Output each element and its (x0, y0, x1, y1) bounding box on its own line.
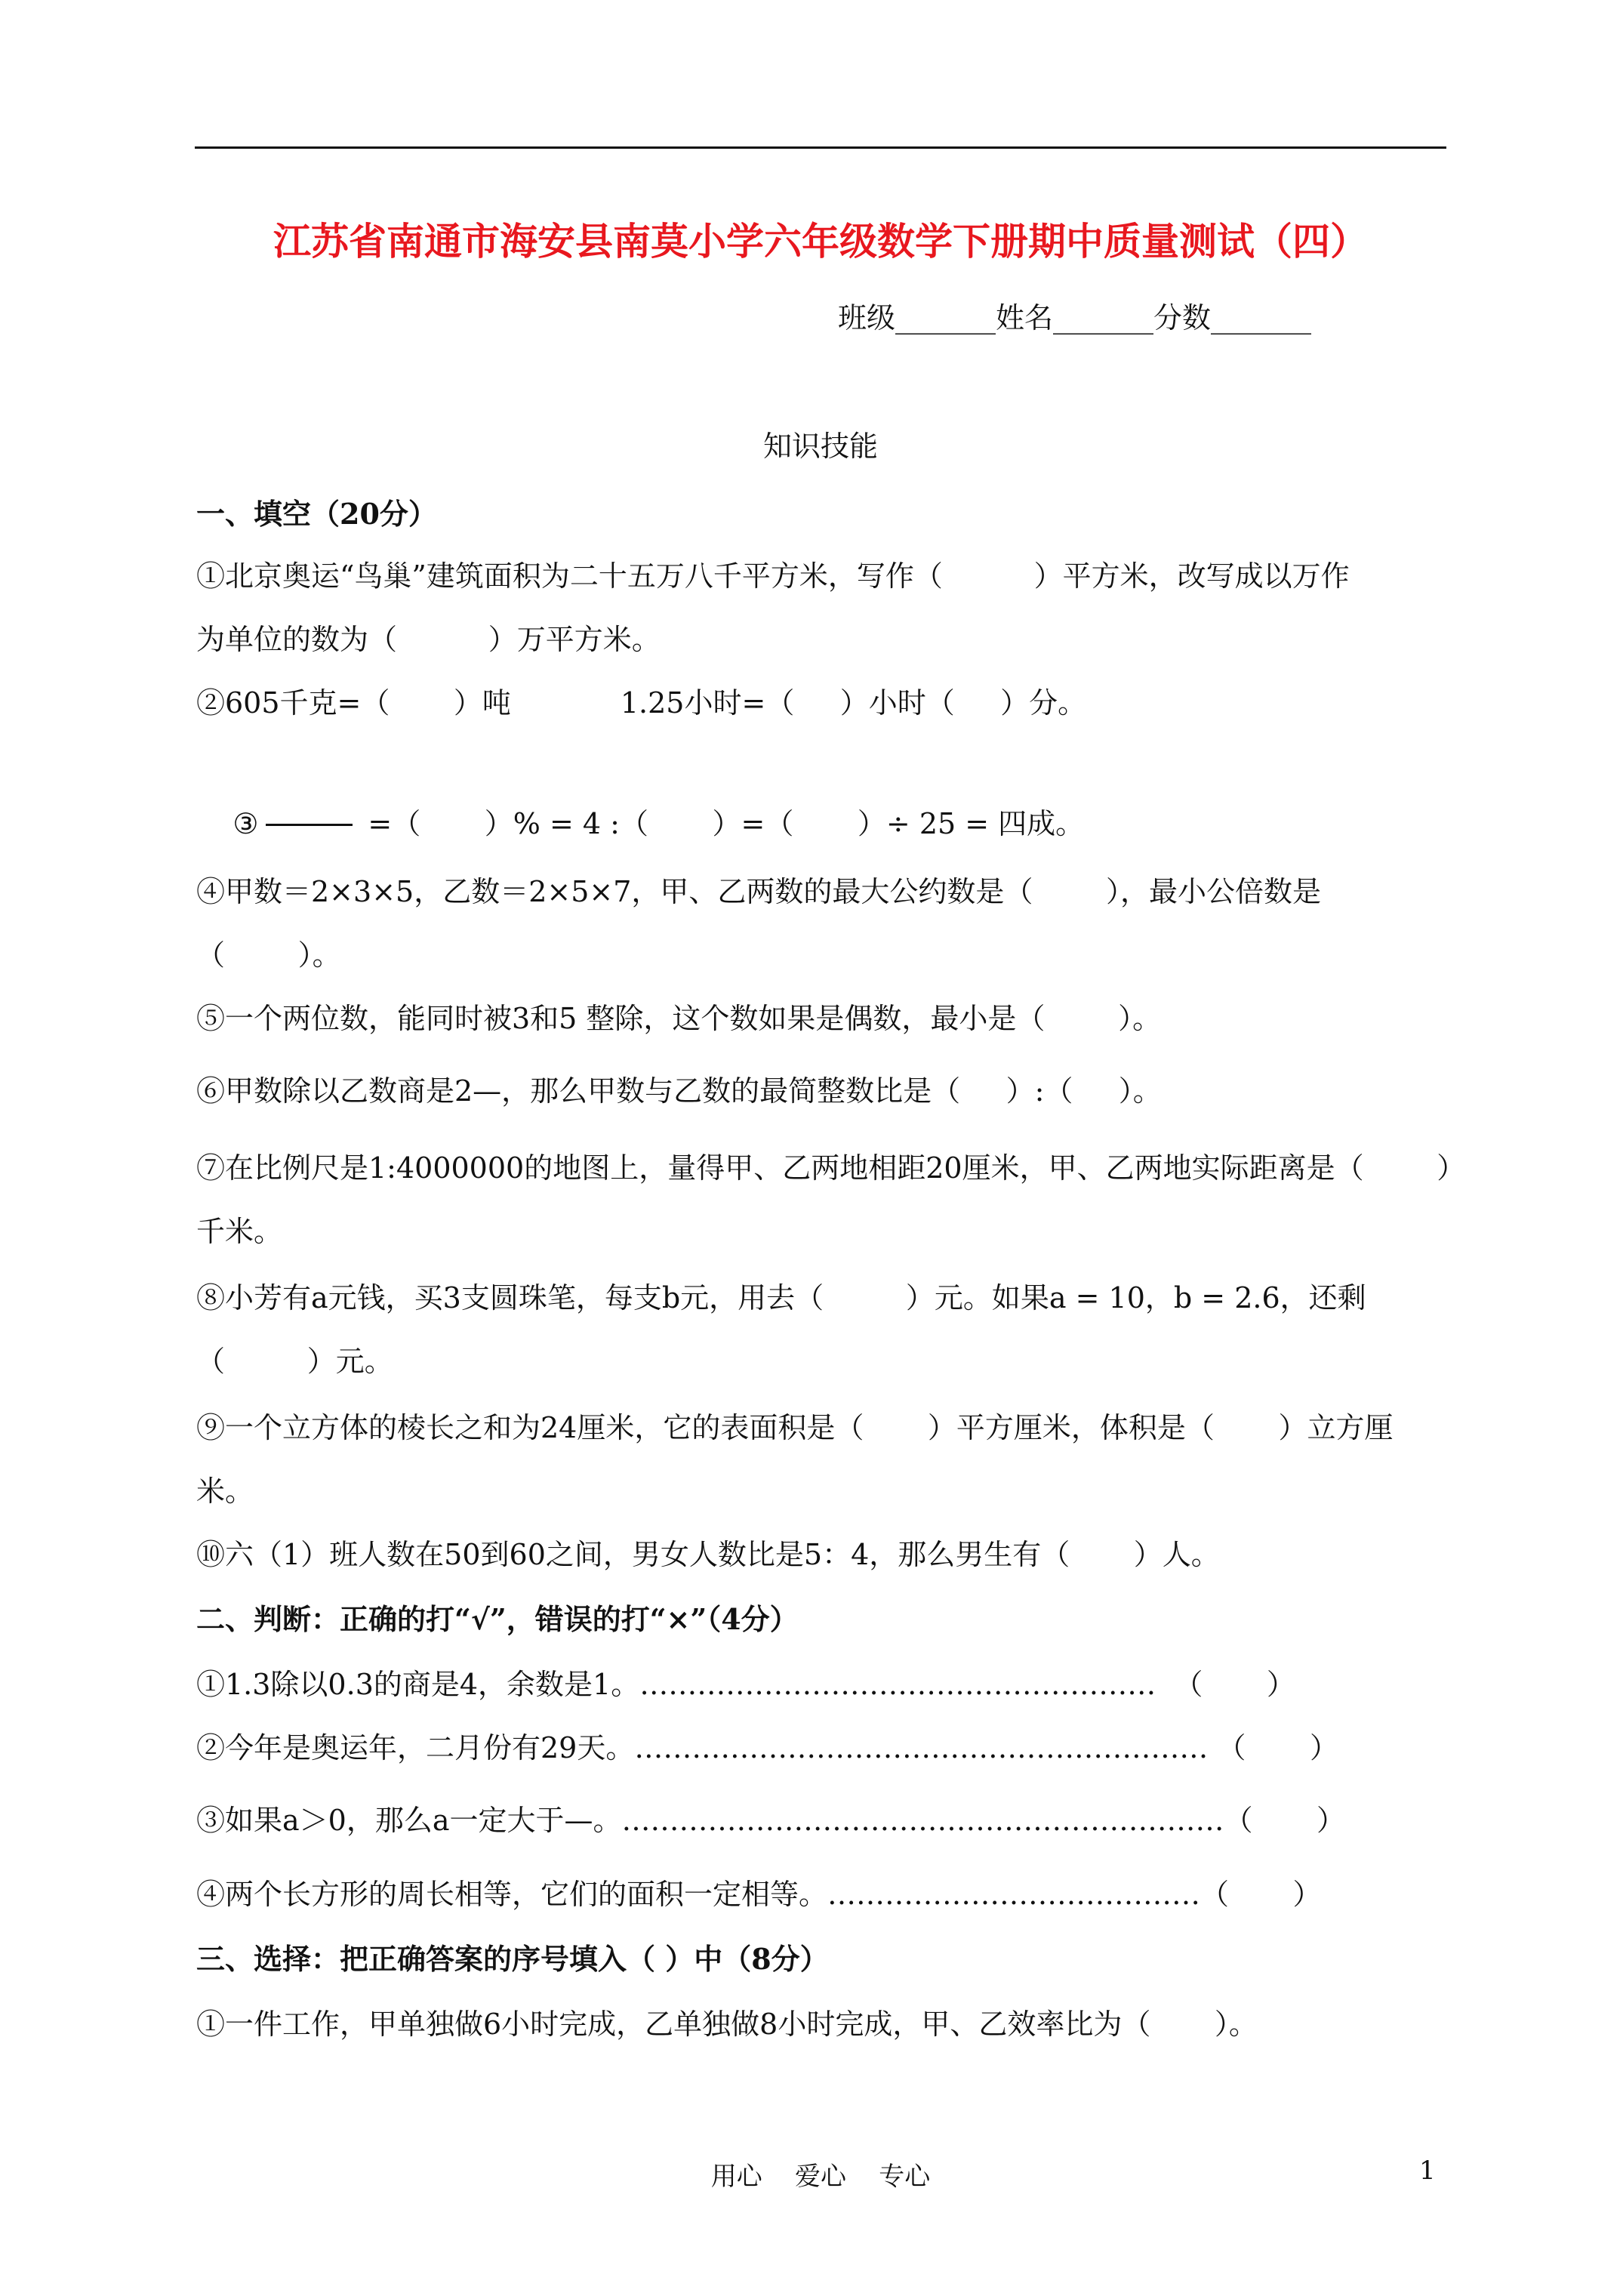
judge-q1: ①1.3除以0.3的商是4，余数是1。……………………………………………… （ ） (196, 1668, 1295, 1701)
q9-line-2: 米。 (196, 1475, 254, 1508)
q3-line (196, 767, 1084, 875)
judge-q3: ③如果a＞0，那么a一定大于—。………………………………………………………（ ） (196, 1804, 1346, 1837)
page-number: 1 (1419, 2156, 1436, 2186)
q6-line: ⑥甲数除以乙数商是2—，那么甲数与乙数的最简整数比是（ ）:（ ）。 (196, 1074, 1162, 1108)
judge-q4: ④两个长方形的周长相等，它们的面积一定相等。…………………………………（ ） (196, 1878, 1322, 1911)
choice-q1: ①一件工作，甲单独做6小时完成，乙单独做8小时完成，甲、乙效率比为（ ）。 (196, 2008, 1258, 2041)
q2-line: ②605千克=（ ）吨 1.25小时=（ ）小时（ ）分。 (196, 686, 1087, 720)
section-title: 知识技能 (762, 430, 878, 463)
document-title: 江苏省南通市海安县南莫小学六年级数学下册期中质量测试（四） (273, 219, 1368, 264)
q1-line-2: 为单位的数为（ ）万平方米。 (196, 623, 661, 656)
q8-line-2: （ ）元。 (196, 1345, 393, 1378)
part3-heading: 三、选择：把正确答案的序号填入（ ）中（8分） (196, 1942, 829, 1976)
student-info-line: 班级_______姓名_______分数_______ (838, 301, 1312, 334)
q4-line-2: （ ）。 (196, 938, 341, 972)
q5-line: ⑤一个两位数，能同时被3和5 整除，这个数如果是偶数，最小是（ ）。 (196, 1002, 1162, 1035)
q4-line-1: ④甲数＝2×3×5，乙数＝2×5×7，甲、乙两数的最大公约数是（ ），最小公倍数是 (196, 875, 1322, 908)
q7-line-2: 千米。 (196, 1215, 283, 1248)
q10-line: ⑩六（1）班人数在50到60之间，男女人数比是5：4，那么男生有（ ）人。 (196, 1538, 1220, 1571)
q1-line-1: ①北京奥运“鸟巢”建筑面积为二十五万八千平方米，写作（ ）平方米，改写成以万作 (196, 559, 1350, 593)
q3-text: =（ ）% = 4 :（ ）=（ ）÷ 25 = 四成。 (368, 807, 1085, 840)
fraction-bar (266, 824, 353, 826)
part2-heading: 二、判断：正确的打“√”，错误的打“×”（4分） (196, 1602, 799, 1636)
part1-heading: 一、填空（20分） (196, 497, 437, 531)
footer-motto: 用心 爱心 专心 (710, 2162, 931, 2192)
q7-line-1: ⑦在比例尺是1:4000000的地图上，量得甲、乙两地相距20厘米，甲、乙两地实际距离是（ ） (196, 1151, 1466, 1185)
q3-label: ③ (233, 807, 259, 840)
header-rule (195, 146, 1446, 149)
judge-q2: ②今年是奥运年，二月份有29天。…………………………………………………… （ ） (196, 1731, 1338, 1764)
q8-line-1: ⑧小芳有a元钱，买3支圆珠笔，每支b元，用去（ ）元。如果a = 10，b = 2.6，还剩 (196, 1281, 1366, 1314)
q9-line-1: ⑨一个立方体的棱长之和为24厘米，它的表面积是（ ）平方厘米，体积是（ ）立方厘 (196, 1411, 1394, 1444)
